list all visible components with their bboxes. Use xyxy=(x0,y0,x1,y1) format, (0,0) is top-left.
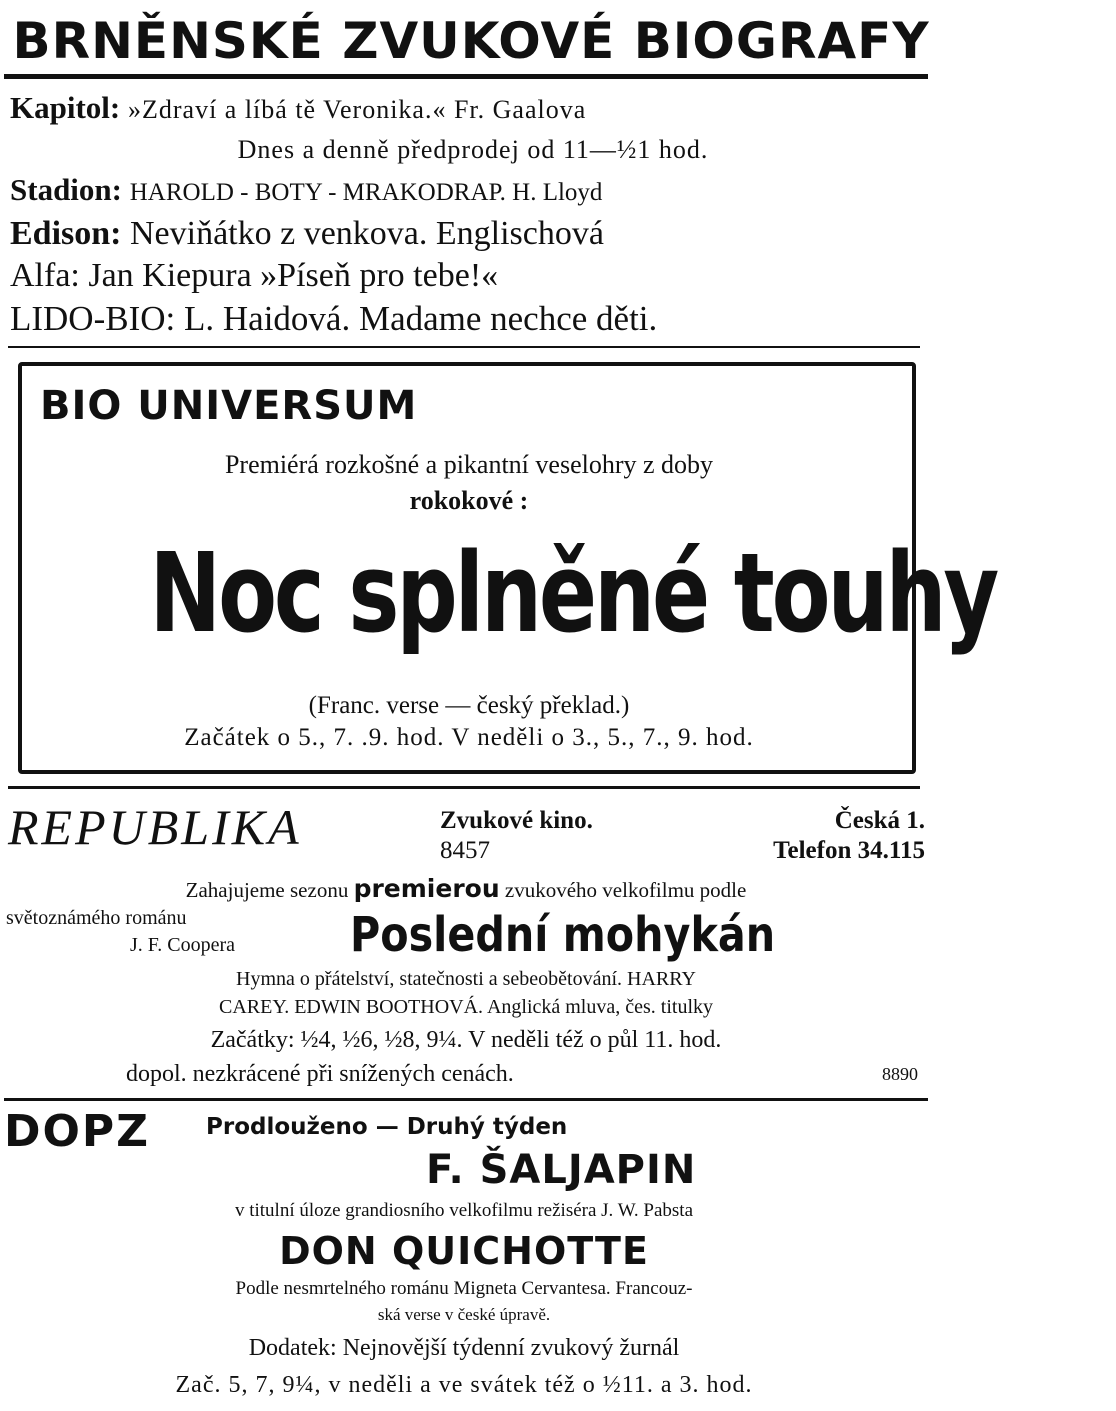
republika-author: J. F. Coopera xyxy=(130,934,236,956)
republika-lead xyxy=(6,874,926,905)
cinema-program-alfa: Jan Kiepura »Píseň pro tebe!« xyxy=(88,257,499,294)
listing-lido-bio xyxy=(10,298,930,340)
header-rule xyxy=(4,74,928,79)
universum-times: Začátek o 5., 7. .9. hod. V neděli o 3., 5., 7., 9. hod. xyxy=(184,724,754,751)
cinema-name-stadion: Stadion: xyxy=(10,172,122,207)
universum-intro-line-2: rokokové : xyxy=(409,486,529,515)
republika-lead-start: Zahajujeme sezonu xyxy=(185,878,349,902)
dopz-lead: v titulní úloze grandiosního velkofilmu režiséra J. W. Pabsta xyxy=(234,1200,694,1221)
header-title: BRNĚNSKÉ ZVUKOVÉ BIOGRAFY xyxy=(12,12,930,70)
dopz-prolonged: Prodlouženo — Druhý týden xyxy=(206,1114,568,1140)
listing-presale: Dnes a denně předprodej od 11—½1 hod. xyxy=(237,135,709,164)
republika-film-title: Poslední mohykán xyxy=(350,907,776,963)
dopz-desc-1: Podle nesmrtelného románu Migneta Cervantesa. Francouz- xyxy=(235,1278,693,1299)
dopz-name: DOPZ xyxy=(4,1106,151,1157)
listing-alfa xyxy=(10,256,930,296)
republika-info-1 xyxy=(440,806,925,836)
cinema-name-alfa: Alfa: xyxy=(10,257,80,294)
republika-phone: Telefon 34.115 xyxy=(773,837,925,864)
cinema-program-stadion: HAROLD - BOTY - MRAKODRAP. H. Lloyd xyxy=(129,179,603,206)
republika-number: 8457 xyxy=(440,837,490,864)
cinema-name-kapitol: Kapitol: xyxy=(10,90,121,125)
dopz-extra: Dodatek: Nejnovější týdenní zvukový žurnál xyxy=(248,1335,680,1361)
republika-lead-bold: premierou xyxy=(353,874,500,903)
universum-film-title: Noc splněné touhy xyxy=(149,529,997,657)
listing-edison xyxy=(10,214,930,254)
cinema-program-kapitol: »Zdraví a líbá tě Veronika.« Fr. Gaalova xyxy=(127,95,587,124)
listing-stadion xyxy=(10,170,930,213)
universum-bottom-rule xyxy=(8,786,920,789)
republika-times-1: Začátky: ½4, ½6, ½8, 9¼. V neděli též o půl 11. hod. xyxy=(210,1027,722,1053)
republika-desc-2: CAREY. EDWIN BOOTHOVÁ. Anglická mluva, čes. titulky xyxy=(218,996,714,1018)
republika-code: 8890 xyxy=(882,1064,918,1084)
dopz-desc-2: ská verse v české úpravě. xyxy=(377,1305,551,1324)
republika-kino: Zvukové kino. xyxy=(440,807,593,834)
universum-film-title-wrap xyxy=(30,528,997,658)
cinema-name-edison: Edison: xyxy=(10,215,122,252)
cinema-program-edison: Neviňátko z venkova. Englischová xyxy=(130,215,604,252)
republika-bottom-rule xyxy=(4,1098,928,1101)
cinema-name-lido-bio: LIDO-BIO: xyxy=(10,299,176,338)
republika-times-2 xyxy=(6,1058,926,1090)
republika-address: Česká 1. xyxy=(834,807,925,834)
dopz-film-title: DON QUICHOTTE xyxy=(279,1229,649,1273)
dopz-star: F. ŠALJAPIN xyxy=(426,1147,697,1193)
republika-lead-end: zvukového velkofilmu podle xyxy=(504,878,747,902)
listing-kapitol xyxy=(10,88,930,130)
cinema-program-lido-bio: L. Haidová. Madame nechce děti. xyxy=(184,299,658,338)
republika-times-2-text: dopol. nezkrácené při snížených cenách. xyxy=(126,1061,514,1087)
universum-title: BIO UNIVERSUM xyxy=(40,383,418,429)
republika-film-title-wrap xyxy=(350,904,910,968)
republika-novel: světoznámého románu xyxy=(6,907,187,929)
republika-desc-1: Hymna o přátelství, statečnosti a sebeobětování. HARRY xyxy=(236,968,696,990)
republika-info-2 xyxy=(440,836,925,866)
republika-name: REPUBLIKA xyxy=(8,799,302,855)
universum-note: (Franc. verse — český překlad.) xyxy=(308,692,630,719)
universum-top-rule xyxy=(8,346,920,348)
universum-intro-line-1: Premiérá rozkošné a pikantní veselohry z doby xyxy=(224,450,714,479)
dopz-times: Zač. 5, 7, 9¼, v neděli a ve svátek též o ½11. a 3. hod. xyxy=(175,1372,753,1398)
